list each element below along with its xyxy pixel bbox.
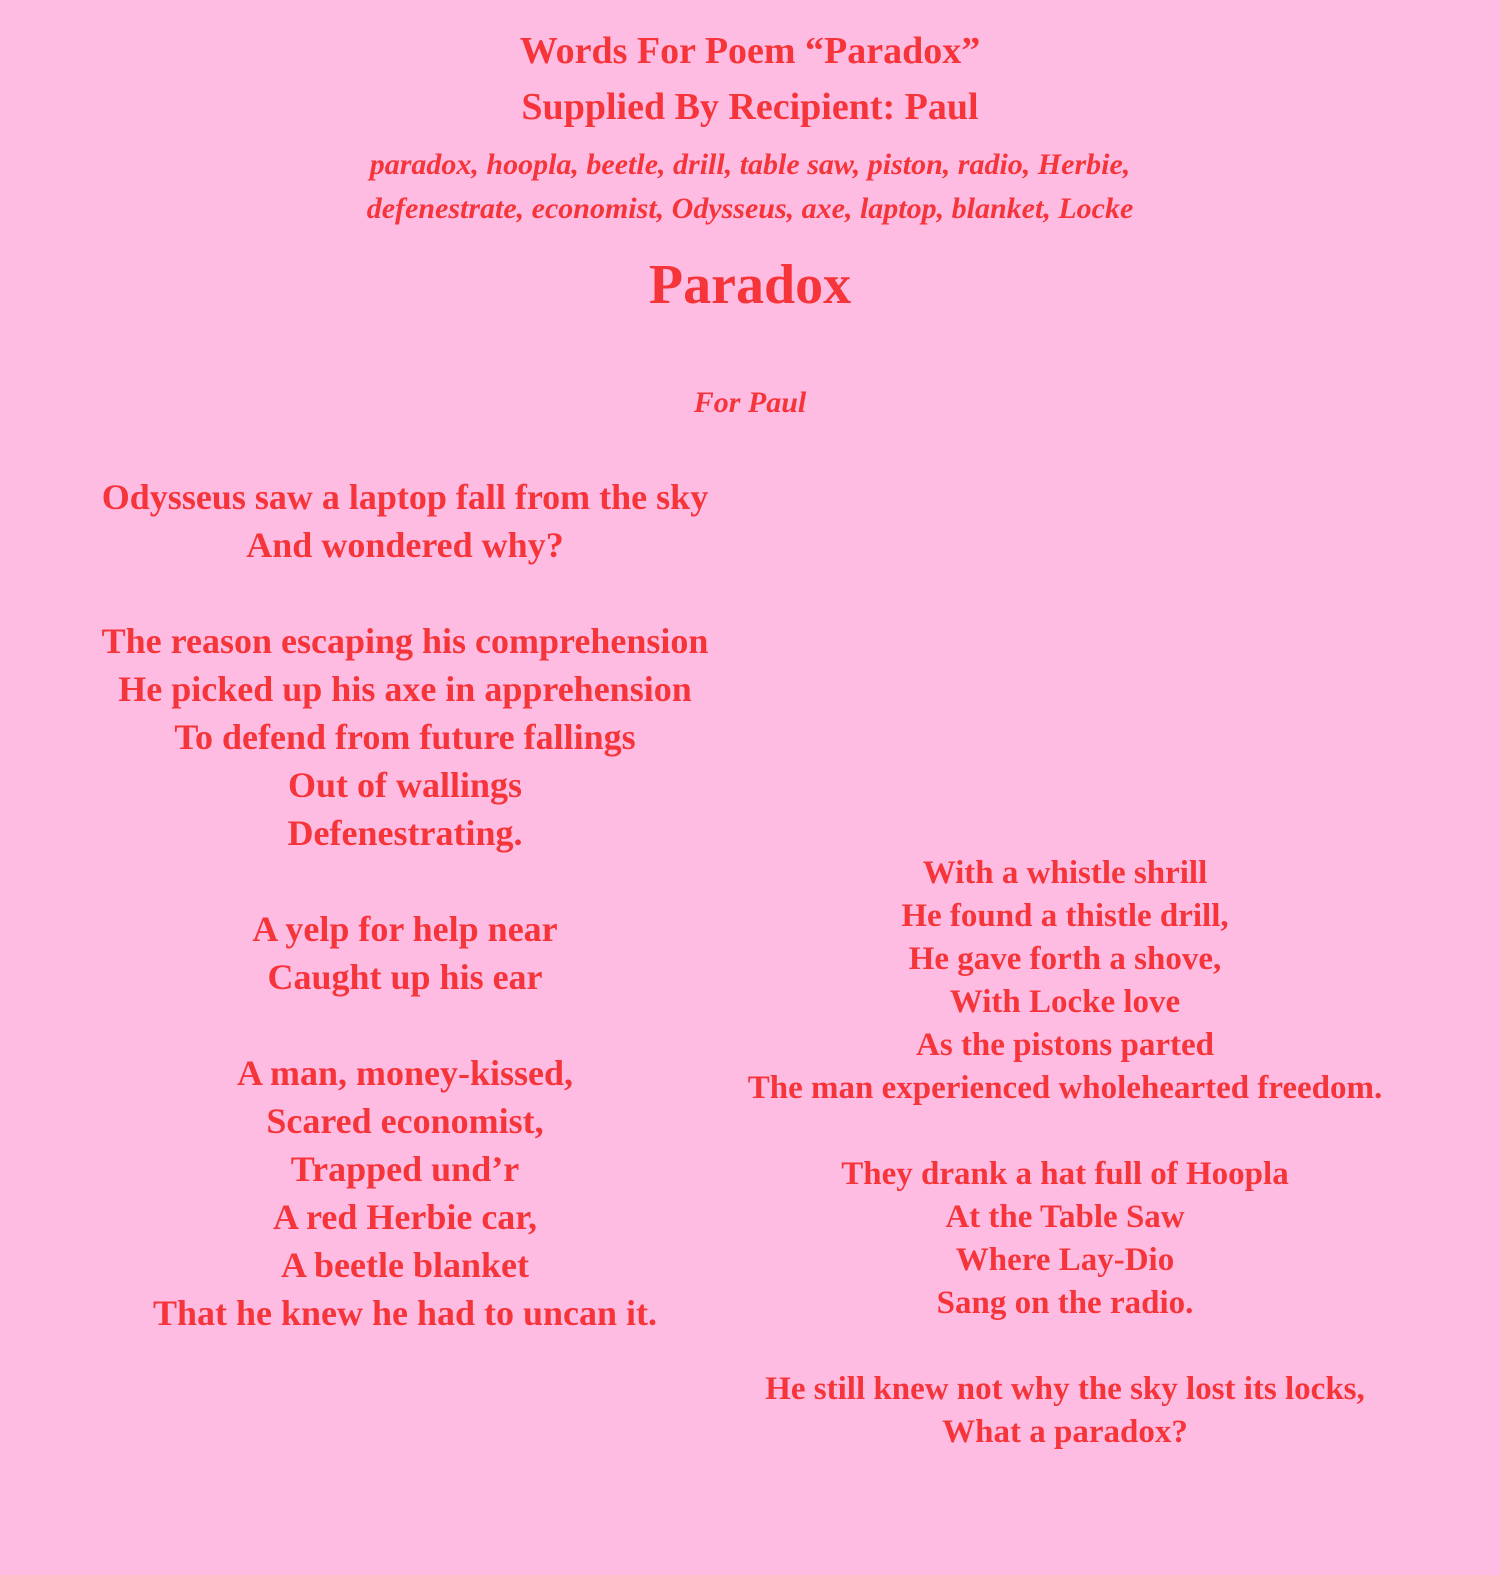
poem-line: With Locke love bbox=[949, 984, 1181, 1020]
poem-line: As the pistons parted bbox=[916, 1027, 1214, 1063]
poem-line: With a whistle shrill bbox=[922, 855, 1208, 891]
poem-line: He gave forth a shove, bbox=[908, 941, 1222, 977]
poem-line: Defenestrating. bbox=[287, 813, 523, 853]
poem-line: The reason escaping his comprehension bbox=[101, 621, 709, 661]
supplied-words bbox=[0, 143, 1500, 231]
poem-stanza bbox=[710, 1368, 1420, 1454]
poem-line: At the Table Saw bbox=[945, 1199, 1185, 1235]
poem-line: A yelp for help near bbox=[252, 909, 558, 949]
poem-dedication: For Paul bbox=[693, 386, 807, 419]
poem-right-column bbox=[710, 852, 1420, 1497]
poem-line: They drank a hat full of Hoopla bbox=[841, 1156, 1289, 1192]
poem-line: He picked up his axe in apprehension bbox=[118, 669, 692, 709]
poem-line: Caught up his ear bbox=[267, 957, 543, 997]
poem-line: That he knew he had to uncan it. bbox=[152, 1293, 658, 1333]
poem-stanza bbox=[60, 1049, 750, 1337]
poem-line: Trapped und’r bbox=[290, 1149, 520, 1189]
poem-line: What a paradox? bbox=[942, 1414, 1188, 1450]
poem-stanza bbox=[60, 473, 750, 569]
poem-line: Where Lay-Dio bbox=[955, 1242, 1175, 1278]
poem-line: To defend from future fallings bbox=[174, 717, 636, 757]
poem-title: Paradox bbox=[648, 254, 852, 316]
poem-line: Odysseus saw a laptop fall from the sky bbox=[101, 477, 709, 517]
poem-line: Out of wallings bbox=[287, 765, 523, 805]
poem-line: He found a thistle drill, bbox=[901, 898, 1229, 934]
poem-stanza bbox=[60, 617, 750, 857]
header-title: Words For Poem “Paradox” bbox=[519, 30, 981, 72]
poem-stanza bbox=[710, 852, 1420, 1110]
poem-line: A man, money-kissed, bbox=[236, 1053, 574, 1093]
supplied-words-line: paradox, hoopla, beetle, drill, table saw, piston, radio, Herbie, bbox=[369, 148, 1131, 181]
poem-left-column bbox=[60, 473, 750, 1385]
poem-line: Scared economist, bbox=[266, 1101, 544, 1141]
supplied-words-line: defenestrate, economist, Odysseus, axe, laptop, blanket, Locke bbox=[366, 192, 1134, 225]
poem-line: Sang on the radio. bbox=[936, 1285, 1194, 1321]
poem-line: And wondered why? bbox=[246, 525, 564, 565]
poem-line: A beetle blanket bbox=[281, 1245, 529, 1285]
poem-line: The man experienced wholehearted freedom. bbox=[747, 1070, 1383, 1106]
poem-line: He still knew not why the sky lost its locks, bbox=[765, 1371, 1365, 1407]
poem-stanza bbox=[60, 905, 750, 1001]
poem-line: A red Herbie car, bbox=[273, 1197, 537, 1237]
poem-stanza bbox=[710, 1153, 1420, 1325]
header-subtitle: Supplied By Recipient: Paul bbox=[521, 86, 979, 128]
